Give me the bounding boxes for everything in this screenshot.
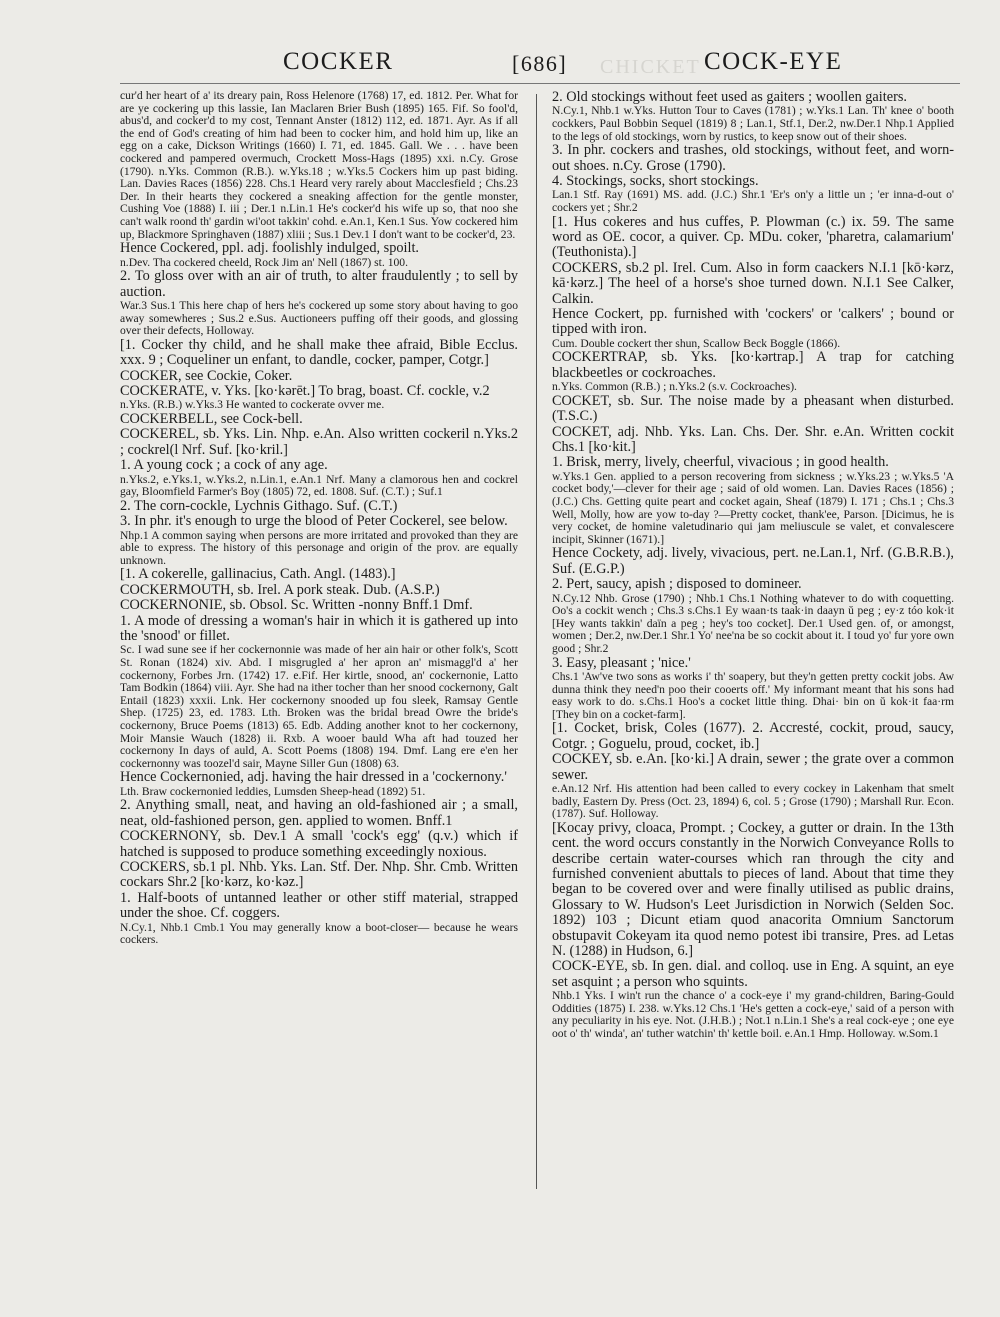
citation-paragraph: Lth. Braw cockernonied leddies, Lumsden Sheep-head (1892) 51. <box>120 784 426 798</box>
citation-paragraph: e.An.12 Nrf. His attention had been called to every cockey in Lakenham that smelt badly, Eastern Dy. Press (Oct. 23, 1894) 6, col. 5 ; Grose (1790) ; Marshall Rur. Econ. (1787). Suf. Holloway. <box>552 782 954 821</box>
citation-paragraph: n.Yks. Common (R.B.) ; n.Yks.2 (s.v. Cockroaches). <box>552 380 797 394</box>
entry-paragraph: COCKERS, sb.2 pl. Irel. Cum. Also in form caackers N.I.1 [kō·kərz, kā·kərz.] The heel of a horse's shoe turned down. N.I.1 See Calker, Calkin. <box>552 259 954 307</box>
citation-paragraph: N.Cy.1, Nhb.1 Cmb.1 You may generally know a boot-closer— because he wears cockers. <box>120 920 518 947</box>
entry-paragraph: COCKERATE, v. Yks. [ko·kərēt.] To brag, boast. Cf. cockle, v.2 <box>120 382 490 399</box>
citation-paragraph: Lan.1 Stf. Ray (1691) MS. add. (J.C.) Shr.1 'Er's on'y a little un ; 'er inna-d-out o' cockers yet ; Shr.2 <box>552 188 954 214</box>
citation-paragraph: N.Cy.12 Nhb. Grose (1790) ; Nhb.1 Chs.1 Nothing whatever to do with coquetting. Oo's a cockit wench ; Chs.3 s.Chs.1 Ey waan·ts taak·in daayn ŭ peg ; ey·z tóo kok·it [Hey wants takkin' daïn a peg ; hey's too cocket]. Der.1 Used gen. of, or amongst, women ; Der.2, nw.Der.1 Shr.1 Yo' nee'na be so cockit about it. I toud yo' fur yore own good ; Shr.2 <box>552 591 954 656</box>
entry-paragraph: COCK-EYE, sb. In gen. dial. and colloq. use in Eng. A squint, an eye set asquint ; a person who squints. <box>552 958 954 990</box>
running-head-right: COCK-EYE <box>704 48 843 75</box>
citation-paragraph: Nhp.1 A common saying when persons are more irritated and provoked than they are able to express. The history of this personage and origin of the prov. are equally unknown. <box>120 528 518 567</box>
entry-paragraph: COCKERTRAP, sb. Yks. [ko·kərtrap.] A trap for catching blackbeetles or cockroaches. <box>552 349 954 381</box>
citation-paragraph: Nhb.1 Yks. I win't run the chance o' a cock-eye i' my grand-children, Baring-Gould Oddities (1875) I. 238. w.Yks.12 Chs.1 'He's getten a cock-eye,' said of a person with any peculiarity in his eye. Not. (J.H.B.) ; Not.1 n.Lin.1 She's a real cock-eye ; one eye oot o' th' winda', an' tuther watchin' th' kettle boil. e.An.1 Hmp. Holloway. w.Som.1 <box>552 989 954 1041</box>
entry-paragraph: 2. Anything small, neat, and having an old-fashioned air ; a small, neat, old-fashioned person, gen. applied to women. Bnff.1 <box>120 797 518 829</box>
citation-paragraph: n.Yks.2, e.Yks.1, w.Yks.2, n.Lin.1, e.An.1 Nrf. Many a clamorous hen and cockrel gay, Bloomfield Farmer's Boy (1805) 72, ed. 1808. Suf. (C.T.) ; Suf.1 <box>120 472 518 499</box>
entry-paragraph: COCKERMOUTH, sb. Irel. A pork steak. Dub. (A.S.P.) <box>120 581 440 598</box>
entry-paragraph: 1. Half-boots of untanned leather or other stiff material, strapped under the shoe. Cf. coggers. <box>120 889 518 922</box>
entry-paragraph: 1. Brisk, merry, lively, cheerful, vivacious ; in good health. <box>552 454 889 471</box>
entry-paragraph: Hence Cockert, pp. furnished with 'cockers' or 'calkers' ; bound or tipped with iron. <box>552 306 954 338</box>
entry-paragraph: [1. Cocker thy child, and he shall make thee afraid, Bible Ecclus. xxx. 9 ; Coqueliner un enfant, to dandle, cocker, pamper, Cotgr.] <box>120 336 518 369</box>
entry-paragraph: Hence Cockernonied, adj. having the hair dressed in a 'cockernony.' <box>120 769 507 786</box>
entry-paragraph: COCKERNONIE, sb. Obsol. Sc. Written -nonny Bnff.1 Dmf. <box>120 597 473 614</box>
entry-paragraph: COCKERNONY, sb. Dev.1 A small 'cock's egg' (q.v.) which if hatched is supposed to produce something exceedingly noxious. <box>120 828 518 860</box>
citation-paragraph: n.Yks. (R.B.) w.Yks.3 He wanted to cockerate ovver me. <box>120 398 385 412</box>
entry-paragraph: 1. A young cock ; a cock of any age. <box>120 457 328 474</box>
citation-paragraph: Cum. Double cockert ther shun, Scallow Beck Boggle (1866). <box>552 336 841 350</box>
citation-paragraph: cur'd her heart of a' its dreary pain, Ross Helenore (1768) 17, ed. 1812. Per. What for are ye cockering up this lassie, Ian Maclaren Brier Bush (1895) 165. Fif. So fool'd, abus'd, and cocker'd to my cost, Tennant Anster (1812) 112, ed. 1871. Ayr. As if all the end of God's creating of him had been to cocker him, and hold him up, like an egg on a cake, Dickson Writings (1660) I. 71, ed. 1845. Gall. We . . . have been cockered and pampered overmuch, Crockett Moss-Hags (1895) xxi. n.Cy. Grose (1790). n.Yks. Common (R.B.). w.Yks.18 ; w.Yks.5 Cockers him up past biding. Lan. Davies Races (1856) 228. Chs.1 Heard very rarely about Macclesfield ; Chs.23 Der. In their hearts they cockered a sneaking affection for the gentle monster, Cushing Voe (1888) I. iii ; Der.1 n.Lin.1 He's cocker'd his wife up so, that noo she can't walk roond th' gardin wi'oot takkin' cohd. e.An.1, Ken.1 Sus. Yow cockered him up, Blackmore Springhaven (1887) xliii ; Sus.1 Dev.1 I don't want to be cocker'd, 23. <box>120 90 518 241</box>
entry-paragraph: 4. Stockings, socks, short stockings. <box>552 173 759 189</box>
right-column <box>552 90 954 1195</box>
entry-paragraph: Hence Cockety, adj. lively, vivacious, pert. ne.Lan.1, Nrf. (G.B.R.B.), Suf. (E.G.P.) <box>552 545 954 577</box>
citation-paragraph: Chs.1 'Aw've two sons as works i' th' soapery, but they'n getten pretty cockit jobs. Aw dunna think they need'n poo their cooerts off.' My informant meant that his sons had easy work to do. s.Chs.1 Hoo's a cocket little thing. Dhai· bin on ŭ kok·it faa·rm [They bin on a cocket-farm]. <box>552 670 954 721</box>
citation-paragraph: Sc. I wad sune see if her cockernonnie was made of her ain hair or other folk's, Scott St. Ronan (1824) xiv. Abd. I misgrugled a' her apron an' mismaggl'd a' her cockernony, Forbes Jrn. (1742) 17. e.Fif. Her kirtle, snood, an' cockernonie, Latto Tam Bodkin (1864) viii. Ayr. She had na ither tocher than her snood cockernony, Galt Entail (1823) xxxii. Lnk. Her cockernony snooded up fou sleek, Ramsay Gentle Shep. (1725) 23, ed. 1783. Lth. Broken was the bridal bread Owre the bride's cockernony, Bruce Poems (1813) 65. Edb. Adding another knot to her cockernony, Moir Mansie Wauch (1828) ii. Rxb. A wooer bauld Wha aft had touzed her cockernony In days of auld, A. Scott Poems (1808) 194. Dmf. Lang ere e'en her cockernonny was toozel'd sair, Mayne Siller Gun (1808) 63. <box>120 643 518 770</box>
entry-paragraph: [Kocay privy, cloaca, Prompt. ; Cockey, a gutter or drain. In the 13th cent. the word occurs constantly in the Norwich Conveyance Rolls to describe certain water-courses which ran through the city and furnished convenient abuttals to pieces of land. About that time they began to be covered over and were finally utilised as public drains, Glossary to W. Hudson's Leet Jurisdiction in Norwich (Selden Soc. 1892) 103 ; Dicunt etiam quod anacorita Omnium Sanctorum obstupavit Cokeyam ita quod nemo potest ibi transire, Pres. ad Letas N. (1288) in Hudson, 6.] <box>552 819 954 960</box>
citation-paragraph: War.3 Sus.1 This here chap of hers he's cockered up some story about having to goo away somewheres ; Sus.2 e.Sus. Auctioneers puffing off their goods, and glossing over their defects, Holloway. <box>120 298 518 338</box>
entry-paragraph: [1. Cocket, brisk, Coles (1677). 2. Accresté, cockit, proud, saucy, Cotgr. ; Goguelu, proud, cocket, ib.] <box>552 720 954 752</box>
entry-paragraph: COCKET, sb. Sur. The noise made by a pheasant when disturbed. (T.S.C.) <box>552 392 954 425</box>
entry-paragraph: COCKERS, sb.1 pl. Nhb. Yks. Lan. Stf. Der. Nhp. Shr. Cmb. Written cockars Shr.2 [ko·kərz, ko·kəz.] <box>120 858 518 891</box>
entry-paragraph: 3. In phr. it's enough to urge the blood of Peter Cockerel, see below. <box>120 513 508 530</box>
entry-paragraph: COCKEY, sb. e.An. [ko·ki.] A drain, sewer ; the grate over a common sewer. <box>552 751 954 783</box>
entry-paragraph: 3. In phr. cockers and trashes, old stockings, without feet, and worn-out shoes. n.Cy. Grose (1790). <box>552 142 954 174</box>
entry-paragraph: Hence Cockered, ppl. adj. foolishly indulged, spoilt. <box>120 240 419 257</box>
running-head-left: COCKER <box>283 48 394 75</box>
bleed-through-text: CHICKET <box>600 56 701 78</box>
entry-paragraph: COCKEREL, sb. Yks. Lin. Nhp. e.An. Also written cockeril n.Yks.2 ; cockrel(l Nrf. Suf. [ko·kril.] <box>120 426 518 458</box>
entry-paragraph: 2. Pert, saucy, apish ; disposed to domineer. <box>552 576 802 593</box>
entry-paragraph: COCKER, see Cockie, Coker. <box>120 367 293 384</box>
column-divider <box>536 94 537 1189</box>
entry-paragraph: COCKET, adj. Nhb. Yks. Lan. Chs. Der. Shr. e.An. Written cockit Chs.1 [ko·kit.] <box>552 423 954 456</box>
entry-paragraph: 2. To gloss over with an air of truth, to alter fraudulently ; to sell by auction. <box>120 268 518 300</box>
citation-paragraph: N.Cy.1, Nhb.1 w.Yks. Hutton Tour to Caves (1781) ; w.Yks.1 Lan. Th' knee o' booth cockkers, Paul Bobbin Sequel (1819) 8 ; Lan.1, Stf.1, Der.2, nw.Der.1 Nhp.1 Applied to the legs of old stockings, worn by rustics, to keep snow out of their shoes. <box>552 104 954 143</box>
entry-paragraph: 2. Old stockings without feet used as gaiters ; woollen gaiters. <box>552 90 907 105</box>
page-number: [686] <box>512 51 568 76</box>
entry-paragraph: [1. A cokerelle, gallinacius, Cath. Angl. (1483).] <box>120 566 396 583</box>
entry-paragraph: 2. The corn-cockle, Lychnis Githago. Suf. (C.T.) <box>120 497 398 514</box>
entry-paragraph: 3. Easy, pleasant ; 'nice.' <box>552 654 691 671</box>
citation-paragraph: w.Yks.1 Gen. applied to a person recovering from sickness ; w.Yks.23 ; w.Yks.5 'A cocket body,'—clever for their age ; said of old women. Lan. Davies Races (1856) ; (J.C.) Chs. Getting quite peart and cocket again, Sheaf (1879) I. 171 ; Chs.1 ; Chs.3 Well, Molly, how are yow to-day ?—Pretty cocket, thank'ee, Parson. [Dicimus, he is very cocket, de homine valetudinario qui jam meliuscule se valet, et convalescere incipit, Skinner (1671).] <box>552 469 954 546</box>
header-rule <box>120 83 960 84</box>
entry-paragraph: COCKERBELL, see Cock-bell. <box>120 410 303 427</box>
left-column <box>120 90 518 1195</box>
citation-paragraph: n.Dev. Tha cockered cheeld, Rock Jim an' Nell (1867) st. 100. <box>120 255 408 269</box>
entry-paragraph: [1. Hus cokeres and hus cuffes, P. Plowman (c.) ix. 59. The same word as OE. cocor, a quiver. Cp. MDu. coker, 'pharetra, calamarium' (Teuthonista).] <box>552 213 954 261</box>
entry-paragraph: 1. A mode of dressing a woman's hair in which it is gathered up into the 'snood' or fillet. <box>120 612 518 644</box>
